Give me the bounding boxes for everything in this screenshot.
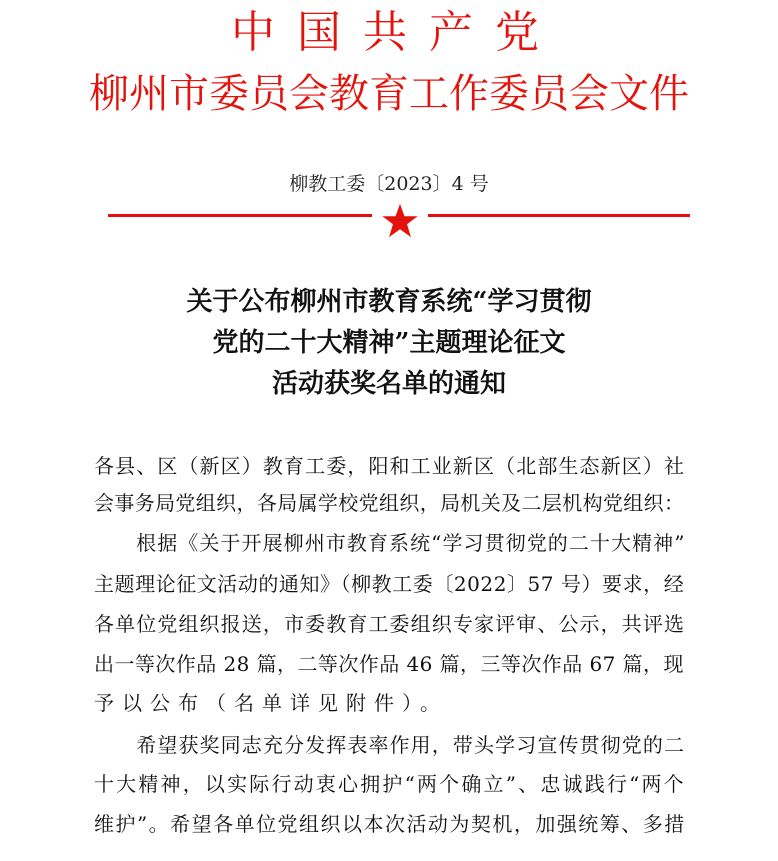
body-line: 十大精神，以实际行动衷心拥护“两个确立”、忠诚践行“两个 xyxy=(94,772,686,796)
body-line: 各县、区（新区）教育工委，阳和工业新区（北部生态新区）社 xyxy=(94,454,686,478)
issuing-committee-name: 柳州市委员会教育工作委员会文件 xyxy=(89,71,689,117)
body-line: 根据《关于开展柳州市教育系统“学习贯彻党的二十大精神” xyxy=(94,531,686,555)
red-rule-left xyxy=(108,214,372,217)
red-star-icon xyxy=(381,202,419,240)
issuing-party-name: 中国共产党 xyxy=(231,7,561,58)
notice-title-line-2: 党的二十大精神”主题理论征文 xyxy=(212,328,566,358)
body-line: 出一等次作品 28 篇，二等次作品 46 篇，三等次作品 67 篇，现 xyxy=(94,652,684,676)
body-line: 会事务局党组织，各局属学校党组织，局机关及二层机构党组织： xyxy=(94,491,685,515)
body-line: 各单位党组织报送，市委教育工委组织专家评审、公示，共评选 xyxy=(94,612,686,636)
document-number: 柳教工委〔2023〕4 号 xyxy=(289,173,489,195)
red-rule-right xyxy=(428,214,690,217)
notice-title-line-1: 关于公布柳州市教育系统“学习贯彻 xyxy=(186,287,592,317)
body-line: 主题理论征文活动的通知》（柳教工委〔2022〕57 号）要求，经 xyxy=(94,572,685,596)
body-line: 维护”。希望各单位党组织以本次活动为契机，加强统筹、多措 xyxy=(94,812,686,836)
notice-title-line-3: 活动获奖名单的通知 xyxy=(271,369,506,399)
body-line: 希望获奖同志充分发挥表率作用，带头学习宣传贯彻党的二 xyxy=(94,733,686,757)
body-line: 予以公布（名单详见附件）。 xyxy=(94,691,448,715)
